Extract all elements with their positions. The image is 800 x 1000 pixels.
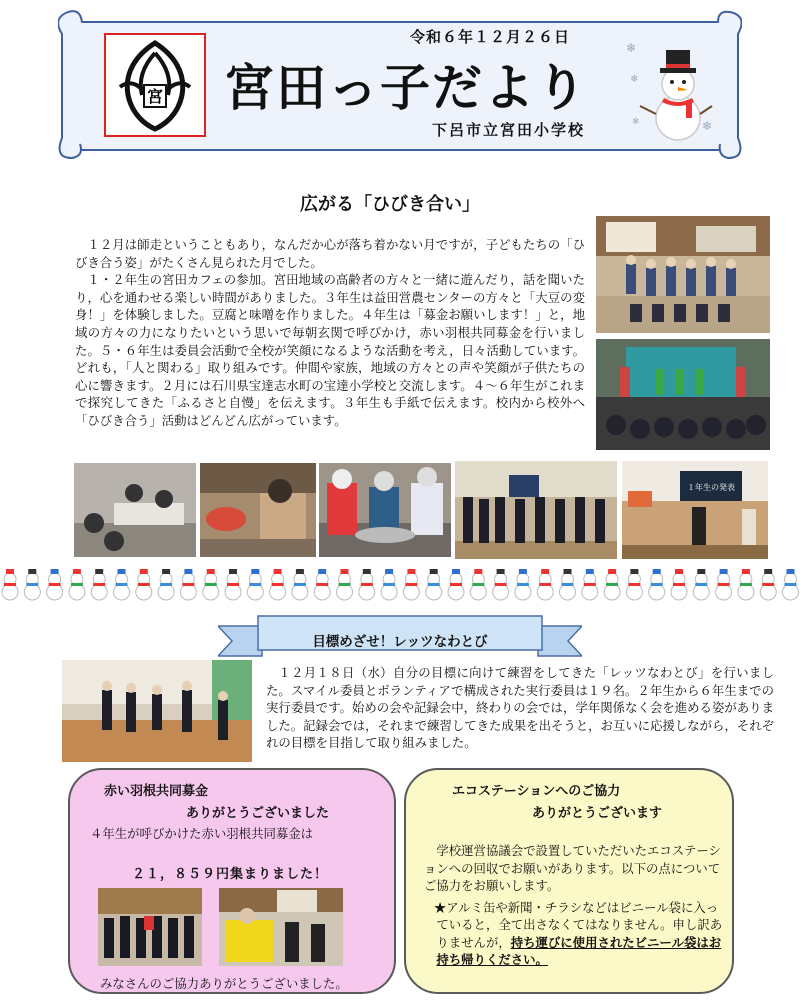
mini-snowman-icon <box>91 569 107 600</box>
photo-cafe-group <box>596 216 770 333</box>
mini-snowman-icon <box>2 569 18 600</box>
jump-rope-text: １２月１８日（水）自分の目標に向けて練習をしてきた「レッツなわとび」を行いました。スマイル委員とボランティアで構成された実行委員は１９名。２年生から６年生までの実行委員です。始めの会や記録会中，終わりの会では，学年関係なく会を進める姿がありました。記録会では，それまで練習してきた成果を出そうと，お互いに応援しながら，それぞれの目標を目指して取り組みました。 <box>266 665 775 751</box>
snowman-border <box>0 568 800 602</box>
eco-request-bold: 持ち運びに使用されたビニール袋はお持ち帰りください。 <box>436 934 722 967</box>
svg-text:❄: ❄ <box>630 74 639 85</box>
mini-snowman-icon <box>783 569 799 600</box>
mini-snowman-icon <box>69 569 85 600</box>
photo-cafe-tables <box>74 463 196 557</box>
eco-body <box>424 842 724 969</box>
mini-snowman-icon <box>359 569 375 600</box>
eco-title-1: エコステーションへのご協力 <box>452 784 621 799</box>
photo-presentation-line <box>455 461 617 559</box>
mini-snowman-icon <box>604 569 620 600</box>
mini-snowman-icon <box>225 569 241 600</box>
eco-request-text: ★アルミ缶や新聞・チラシなどはビニール袋に入っていると，全て出さなくてはなりません。申し訳ありませんが， <box>433 899 723 950</box>
mini-snowman-icon <box>24 569 40 600</box>
mini-snowman-icon <box>337 569 353 600</box>
issue-date: 令和６年１２月２６日 <box>410 28 571 46</box>
mini-snowman-icon <box>403 569 419 600</box>
photo-committee-stage <box>596 339 770 450</box>
photo-tofu-making <box>319 463 451 557</box>
eco-paragraph-2 <box>424 899 724 969</box>
mini-snowman-icon <box>448 569 464 600</box>
mini-snowman-icon <box>292 569 308 600</box>
fund-line: ４年生が呼びかけた赤い羽根共同募金は <box>90 826 314 841</box>
mini-snowman-icon <box>426 569 442 600</box>
ribbon-title: 目標めざせ！レッツなわとび <box>312 634 488 650</box>
mini-snowman-icon <box>114 569 130 600</box>
mini-snowman-icon <box>158 569 174 600</box>
mini-snowman-icon <box>738 569 754 600</box>
mini-snowman-icon <box>203 569 219 600</box>
mini-snowman-icon <box>247 569 263 600</box>
svg-text:❄: ❄ <box>702 119 713 133</box>
photo-fund-group <box>98 888 202 966</box>
snowman-illustration <box>622 34 714 144</box>
mini-snowman-icon <box>381 569 397 600</box>
mini-snowman-icon <box>693 569 709 600</box>
svg-text:❄: ❄ <box>632 117 640 127</box>
mini-snowman-icon <box>716 569 732 600</box>
fund-title-1: 赤い羽根共同募金 <box>104 784 209 799</box>
photo-elderly-play <box>200 463 316 557</box>
school-emblem <box>104 33 206 137</box>
svg-text:❄: ❄ <box>626 41 637 55</box>
newsletter-title: 宮田っ子だより <box>224 59 588 117</box>
mini-snowman-icon <box>582 569 598 600</box>
mini-snowman-icon <box>493 569 509 600</box>
mini-snowman-icon <box>515 569 531 600</box>
fund-amount: ２１，８５９円集まりました！ <box>132 867 329 882</box>
photo-first-grade-presentation <box>622 461 768 559</box>
mini-snowman-icon <box>671 569 687 600</box>
school-name: 下呂市立宮田小学校 <box>432 121 586 139</box>
emblem-text: 宮 <box>146 87 164 106</box>
mini-snowman-icon <box>649 569 665 600</box>
eco-paragraph-1: 学校運営協議会で設置していただいたエコステーションへの回収でお願いがあります。以下の点についてご協力をお願いします。 <box>424 843 721 893</box>
mini-snowman-icon <box>537 569 553 600</box>
mini-snowman-icon <box>760 569 776 600</box>
intro-text <box>75 236 585 430</box>
photo-fund-presentation <box>219 888 343 966</box>
fund-title-2: ありがとうございました <box>186 806 330 821</box>
mini-snowman-icon <box>626 569 642 600</box>
mini-snowman-icon <box>314 569 330 600</box>
mini-snowman-icon <box>47 569 63 600</box>
intro-paragraph-1: １２月は師走ということもあり，なんだか心が落ち着かない月ですが，子どもたちの「ひびき合う姿」がたくさん見られた月でした。 <box>75 237 585 270</box>
photo-jump-rope <box>62 660 252 762</box>
fund-footer: みなさんのご協力ありがとうございました。 <box>100 976 348 991</box>
intro-paragraph-2: １・２年生の宮田カフェの参加。宮田地域の高齢者の方々と一緒に遊んだり，話を聞いたり，心を通わせる楽しい時間がありました。３年生は益田営農センターの方々と「大豆の変身！」を体験しました。豆腐と味噌を作りました。４年生は「募金お願いします！」と，地域の方々の力になりたいという思いで毎朝玄関で呼びかけ，赤い羽根共同募金を行いました。５・６年生は委員会活動で全校が笑顔になるような活動を考え，日々活動しています。どれも，「人と関わる」取り組みです。仲間や家族，地域の方々との声や笑顔が子供たちの心に響きます。２月には石川県宝達志水町の宝達小学校と交流します。４～６年生がこれまで探究してきた「ふるさと自慢」を伝えます。３年生も手紙で伝えます。校内から校外へ「ひびき合う」活動はどんどん広がっています。 <box>75 272 585 428</box>
mini-snowman-icon <box>136 569 152 600</box>
mini-snowman-icon <box>560 569 576 600</box>
eco-title-2: ありがとうございます <box>532 806 663 821</box>
mini-snowman-icon <box>470 569 486 600</box>
mini-snowman-icon <box>270 569 286 600</box>
mini-snowman-icon <box>180 569 196 600</box>
section-heading: 広がる「ひびき合い」 <box>300 194 480 215</box>
photo-caption: １年生の発表 <box>687 483 735 492</box>
